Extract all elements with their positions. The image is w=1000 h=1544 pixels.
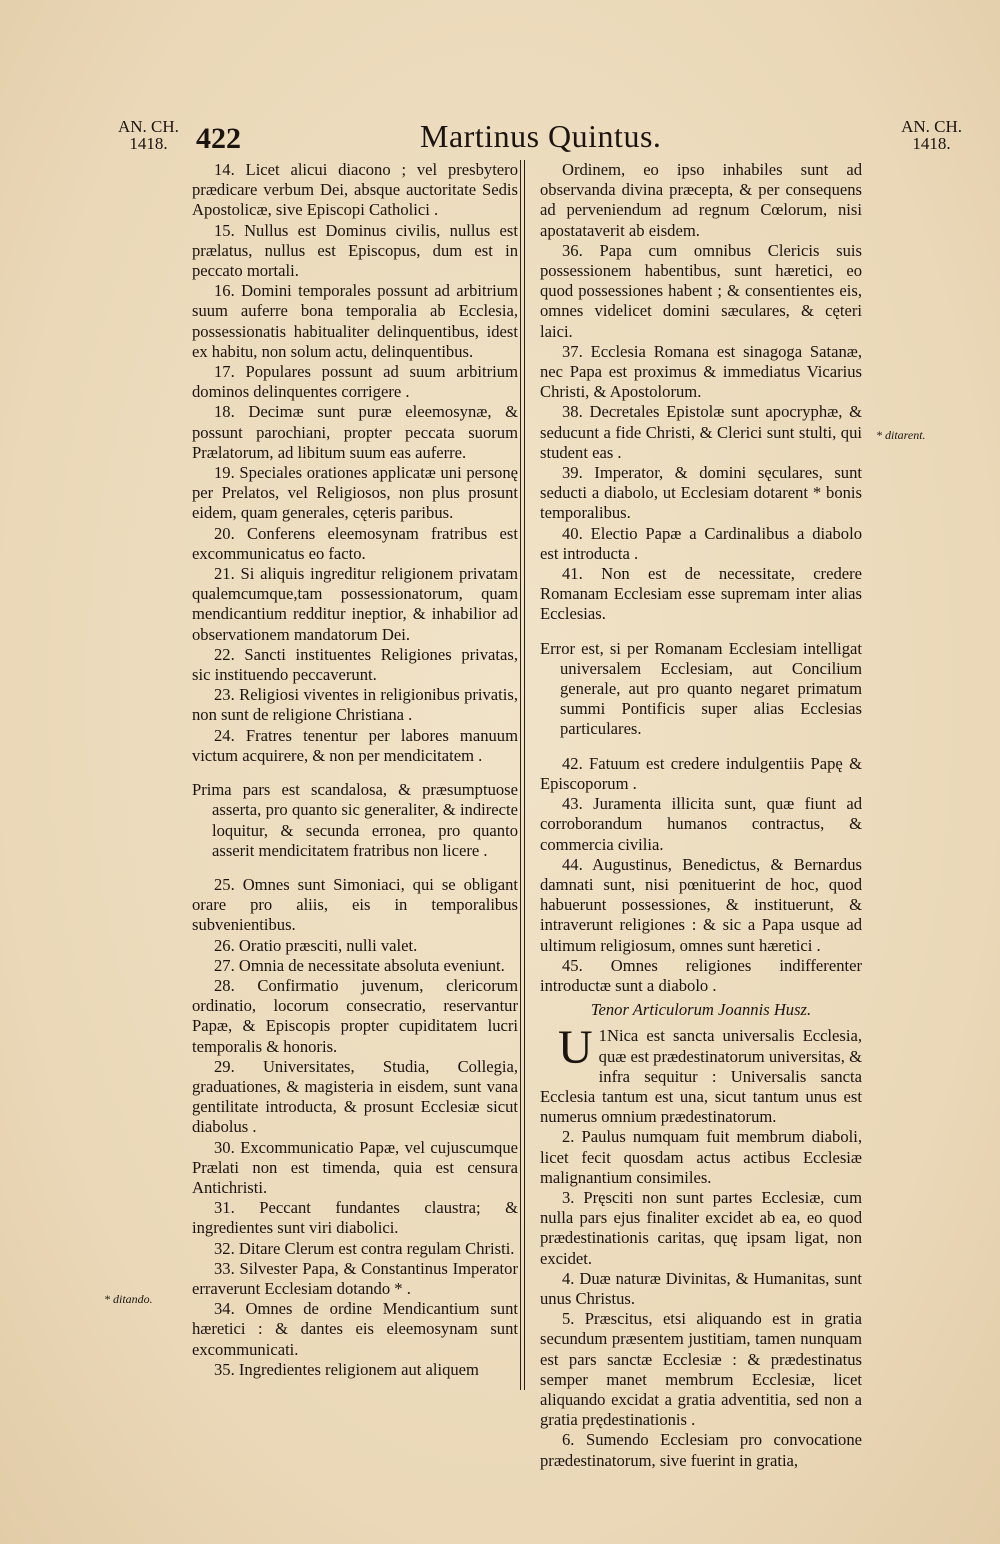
husz-article-paragraph: 5. Præscitus, etsi aliquando est in gratia secundum præsentem justitiam, tamen nunquam est pars sanctæ Ecclesiæ : & prædestinatus semper manet membrum Ecclesiæ, licet aliquando excidat a gratia adventitia, sed non a gratia prędestinationis . xyxy=(540,1309,862,1430)
husz-article-1: 1 U Nica est sancta universalis Ecclesia, quæ est prædestinatorum universitas, & infra sequitur : Universalis sancta Ecclesia tantum est una, sicut tantum unus est numerus omnium prædestinatorum. xyxy=(540,1021,862,1127)
article-paragraph: 35. Ingredientes religionem aut aliquem xyxy=(214,1359,479,1379)
article-paragraph: 22. Sancti instituentes Religiones privatas, sic instituendo peccaverunt. xyxy=(192,644,518,685)
article-paragraph: 32. Ditare Clerum est contra regulam Christi. xyxy=(214,1238,515,1258)
article-paragraph: 36. Papa cum omnibus Clericis suis possessionem habentibus, sunt hæretici, eo quod possessiones habent ; & consentientes eis, omnes videlicet domini sæculares, & cęteri laici. xyxy=(540,240,862,341)
page-number: 422 xyxy=(196,122,241,155)
margin-note-left: * ditando. xyxy=(104,1292,153,1306)
husz-article-paragraph: 3. Pręsciti non sunt partes Ecclesiæ, cum nulla pars ejus finaliter excidet ab ea, eo quod prædestinationis caritas, quę ipsam ligat, non excidet. xyxy=(540,1187,862,1268)
article-paragraph: 42. Fatuum est credere indulgentiis Papę & Episcoporum . xyxy=(540,753,862,793)
article-paragraph: 21. Si aliquis ingreditur religionem privatam qualemcumque,tam possessionatorum, quam mendicantium redditur ineptior, & inhabilior ad observationem mandatorum Dei. xyxy=(192,564,518,644)
article-paragraph: 18. Decimæ sunt puræ eleemosynæ, & possunt parochiani, propter peccata suorum Prælatorum, ad libitum suum eas auferre. xyxy=(192,402,518,462)
article-paragraph: 14. Licet alicui diacono ; vel presbytero prædicare verbum Dei, absque auctoritate Sedis Apostolicæ, sive Episcopi Catholici . xyxy=(192,160,518,220)
article-paragraph: 20. Conferens eleemosynam fratribus est excommunicatus eo facto. xyxy=(192,523,518,563)
page-header xyxy=(0,118,1000,158)
article-paragraph: 19. Speciales orationes applicatæ uni personę per Prelatos, vel Religiosos, non plus prosunt eidem, quam generales, cęteris paribus. xyxy=(192,463,518,523)
year-marker-left: AN. CH. 1418. xyxy=(118,117,179,153)
article-paragraph: 24. Fratres tenentur per labores manuum victum acquirere, & non per mendicitatem . xyxy=(192,725,518,765)
article-paragraph: 40. Electio Papæ a Cardinalibus a diabolo est introducta . xyxy=(540,523,862,563)
article-paragraph: 15. Nullus est Dominus civilis, nullus est prælatus, nullus est Episcopus, dum est in peccato mortali. xyxy=(192,220,518,281)
husz-article-paragraph: 2. Paulus numquam fuit membrum diaboli, licet fecit quosdam actus actibus Ecclesiæ malignantium consimiles. xyxy=(540,1127,862,1187)
article-paragraph: 25. Omnes sunt Simoniaci, qui se obligant orare pro aliis, eis in temporalibus subvenientibus. xyxy=(192,874,518,935)
article-paragraph: 23. Religiosi viventes in religionibus privatis, non sunt de religione Christiana . xyxy=(192,685,518,725)
article-paragraph: 45. Omnes religiones indifferenter introductæ sunt a diabolo . xyxy=(540,955,862,995)
drop-cap: U xyxy=(558,1021,593,1075)
article-paragraph: 17. Populares possunt ad suum arbitrium dominos delinquentes corrigere . xyxy=(192,362,518,402)
column-rule xyxy=(520,160,521,1390)
article-paragraph: 44. Augustinus, Benedictus, & Bernardus damnati sunt, nisi pœnituerint de hoc, quod habuerunt possessiones, & instituerunt, & intraverunt religiones : & sic a Papa usque ad ultimum religiosum, omnes sunt hæretici . xyxy=(540,854,862,955)
left-note: Prima pars est scandalosa, & præsumptuose asserta, pro quanto sic generaliter, & indirecte loquitur, & secunda erronea, pro quanto asserit mendicitatem fratribus non licere . xyxy=(192,780,518,860)
right-column xyxy=(540,160,862,1471)
column-rule-inner xyxy=(524,160,525,1390)
article-paragraph: 31. Peccant fundantes claustra; & ingredientes sunt viri diabolici. xyxy=(192,1198,518,1238)
article-paragraph: 27. Omnia de necessitate absoluta eveniunt. xyxy=(214,955,505,975)
article-paragraph: 41. Non est de necessitate, credere Romanam Ecclesiam esse supremam inter alias Ecclesias. xyxy=(540,564,862,624)
husz-article-paragraph: 6. Sumendo Ecclesiam pro convocatione prædestinatorum, sive fuerint in gratia, xyxy=(540,1430,862,1470)
article-paragraph: 28. Confirmatio juvenum, clericorum ordinatio, locorum consecratio, reservantur Papæ, & Episcopis propter cupiditatem lucri temporalis & honoris. xyxy=(192,975,518,1056)
right-note: Error est, si per Romanam Ecclesiam intelligat universalem Ecclesiam, aut Concilium generale, aut pro quanto negaret primatum summi Pontificis super alias Ecclesias particulares. xyxy=(540,638,862,739)
article-paragraph: 29. Universitates, Studia, Collegia, graduationes, & magisteria in eisdem, sunt vana gentilitate introducta, & prosunt Ecclesiæ sicut diabolus . xyxy=(192,1056,518,1137)
article-paragraph: 33. Silvester Papa, & Constantinus Imperator erraverunt Ecclesiam dotando * . xyxy=(192,1258,518,1298)
article-paragraph: 30. Excommunicatio Papæ, vel cujuscumque Prælati non est timenda, quia est censura Antichristi. xyxy=(192,1137,518,1197)
article-paragraph: 38. Decretales Epistolæ sunt apocryphæ, & seducunt a fide Christi, & Clerici sunt stulti, qui student eas . xyxy=(540,402,862,462)
article-paragraph: Ordinem, eo ipso inhabiles sunt ad observanda divina præcepta, & per consequens ad perveniendum ad regnum Cœlorum, nisi apostataverit ab eisdem. xyxy=(540,160,862,240)
husz-article-paragraph: 4. Duæ naturæ Divinitas, & Humanitas, sunt unus Christus. xyxy=(540,1268,862,1308)
article-paragraph: 16. Domini temporales possunt ad arbitrium suum auferre bona temporalia ab Ecclesia, possessionatis habitualiter delinquentibus, idest ex habitu, non solum actu, delinquentibus. xyxy=(192,281,518,361)
article-paragraph: 39. Imperator, & domini sęculares, sunt seducti a diabolo, ut Ecclesiam dotarent * bonis temporalibus. xyxy=(540,463,862,523)
article-paragraph: 37. Ecclesia Romana est sinagoga Satanæ, nec Papa est proximus & immediatus Vicarius Christi, & Apostolorum. xyxy=(540,341,862,402)
section-heading: Tenor Articulorum Joannis Husz. xyxy=(590,1000,812,1020)
article-paragraph: 34. Omnes de ordine Mendicantium sunt hæretici : & dantes eis eleemosynam sunt excommunicati. xyxy=(192,1299,518,1359)
margin-note-right: * ditarent. xyxy=(876,428,926,442)
article-paragraph: 26. Oratio præsciti, nulli valet. xyxy=(214,935,418,955)
year-marker-right: AN. CH. 1418. xyxy=(901,117,962,153)
left-column xyxy=(192,160,518,1380)
running-title: Martinus Quintus. xyxy=(420,118,662,154)
article-paragraph: 43. Juramenta illicita sunt, quæ fiunt ad corroborandum humanos contractus, & commercia civilia. xyxy=(540,794,862,854)
